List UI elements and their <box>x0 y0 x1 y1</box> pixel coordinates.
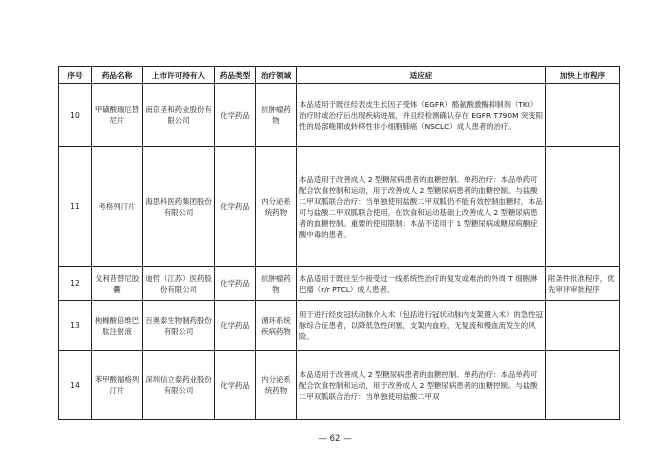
table-row <box>59 301 620 351</box>
drug-name-cell: 枸橼酸倍维巴肽注射液 <box>92 301 143 351</box>
drug-type-cell: 化学药品 <box>215 301 256 351</box>
drug-name-cell: 苯甲酸福格列汀片 <box>92 351 143 420</box>
accelerated-program-cell <box>546 301 620 351</box>
table-row <box>59 84 620 147</box>
therapeutic-area-cell: 循环系统疾病药物 <box>256 301 297 351</box>
page-number: — 62 — <box>318 434 352 444</box>
table-row <box>59 351 620 420</box>
therapeutic-area-cell: 内分泌系统药物 <box>256 351 297 420</box>
indication-cell: 本品适用于既往至少接受过一线系统性治疗的复发或难治的外周 T 细胞淋巴瘤（r/r PTCL）成人患者。 <box>297 267 546 301</box>
drug-type-cell: 化学药品 <box>215 84 256 147</box>
license-holder-cell: 百奥泰生物制药股份有限公司 <box>143 301 215 351</box>
table-header-row <box>59 67 620 84</box>
serial-number-cell: 11 <box>59 147 92 267</box>
accelerated-program-cell <box>546 351 620 420</box>
accelerated-program-cell <box>546 84 620 147</box>
therapeutic-area-cell: 内分泌系统药物 <box>256 147 297 267</box>
table-row <box>59 147 620 267</box>
drug-name-cell: 甲磺酸瑞厄替尼片 <box>92 84 143 147</box>
serial-number-cell: 10 <box>59 84 92 147</box>
drug-name-cell: 戈利昔替尼胶囊 <box>92 267 143 301</box>
drug-type-cell: 化学药品 <box>215 267 256 301</box>
license-holder-cell: 南京圣和药业股份有限公司 <box>143 84 215 147</box>
drug-name-cell: 考格列汀片 <box>92 147 143 267</box>
indication-cell: 用于进行经皮冠状动脉介入术（包括进行冠状动脉内支架置入术）的急性冠脉综合征患者，以降低急性闭塞，支架内血栓，无复流和慢血流发生的风险。 <box>297 301 546 351</box>
header-license-holder: 上市许可持有人 <box>143 67 215 84</box>
table-row <box>59 267 620 301</box>
serial-number-cell: 13 <box>59 301 92 351</box>
therapeutic-area-cell: 抗肿瘤药物 <box>256 267 297 301</box>
accelerated-program-cell: 附条件批准程序，优先审评审批程序 <box>546 267 620 301</box>
header-drug-type: 药品类型 <box>215 67 256 84</box>
accelerated-program-cell <box>546 147 620 267</box>
header-therapeutic-area: 治疗领域 <box>256 67 297 84</box>
serial-number-cell: 14 <box>59 351 92 420</box>
drug-type-cell: 化学药品 <box>215 351 256 420</box>
license-holder-cell: 深圳信立泰药业股份有限公司 <box>143 351 215 420</box>
serial-number-cell: 12 <box>59 267 92 301</box>
header-accelerated-program: 加快上市程序 <box>546 67 620 84</box>
license-holder-cell: 迪哲（江苏）医药股份有限公司 <box>143 267 215 301</box>
indication-cell: 本品适用于既往经表皮生长因子受体（EGFR）酪氨酸激酶抑制剂（TKI）治疗时或治疗后出现疾病进展，并且经检测确认存在 EGFR T790M 突变阳性的局部晚期或转移性非小细胞肺癌（NSCLC）成人患者的治疗。 <box>297 84 546 147</box>
indication-cell: 本品适用于改善成人 2 型糖尿病患者的血糖控制。单药治疗：本品单药可配合饮食控制和运动，用于改善成人 2 型糖尿病患者的血糖控制。与盐酸二甲双胍联合治疗：当单独使用盐酸二甲双 <box>297 351 546 420</box>
license-holder-cell: 海思科医药集团股份有限公司 <box>143 147 215 267</box>
header-indication: 适应症 <box>297 67 546 84</box>
indication-cell: 本品适用于改善成人 2 型糖尿病患者的血糖控制。单药治疗：本品单药可配合饮食控制和运动，用于改善成人 2 型糖尿病患者的血糖控制。与盐酸二甲双胍联合治疗：当单独使用盐酸二甲双胍仍不能有效控制血糖时，本品可与盐酸二甲双胍联合使用，在饮食和运动基础上改善成人 2 型糖尿病患者的血糖控制。重要的使用限制：本品不适用于 1 型糖尿病或糖尿病酮症酸中毒的患者。 <box>297 147 546 267</box>
therapeutic-area-cell: 抗肿瘤药物 <box>256 84 297 147</box>
drug-type-cell: 化学药品 <box>215 147 256 267</box>
header-drug-name: 药品名称 <box>92 67 143 84</box>
header-serial-number: 序号 <box>59 67 92 84</box>
drug-approval-table <box>58 66 620 420</box>
